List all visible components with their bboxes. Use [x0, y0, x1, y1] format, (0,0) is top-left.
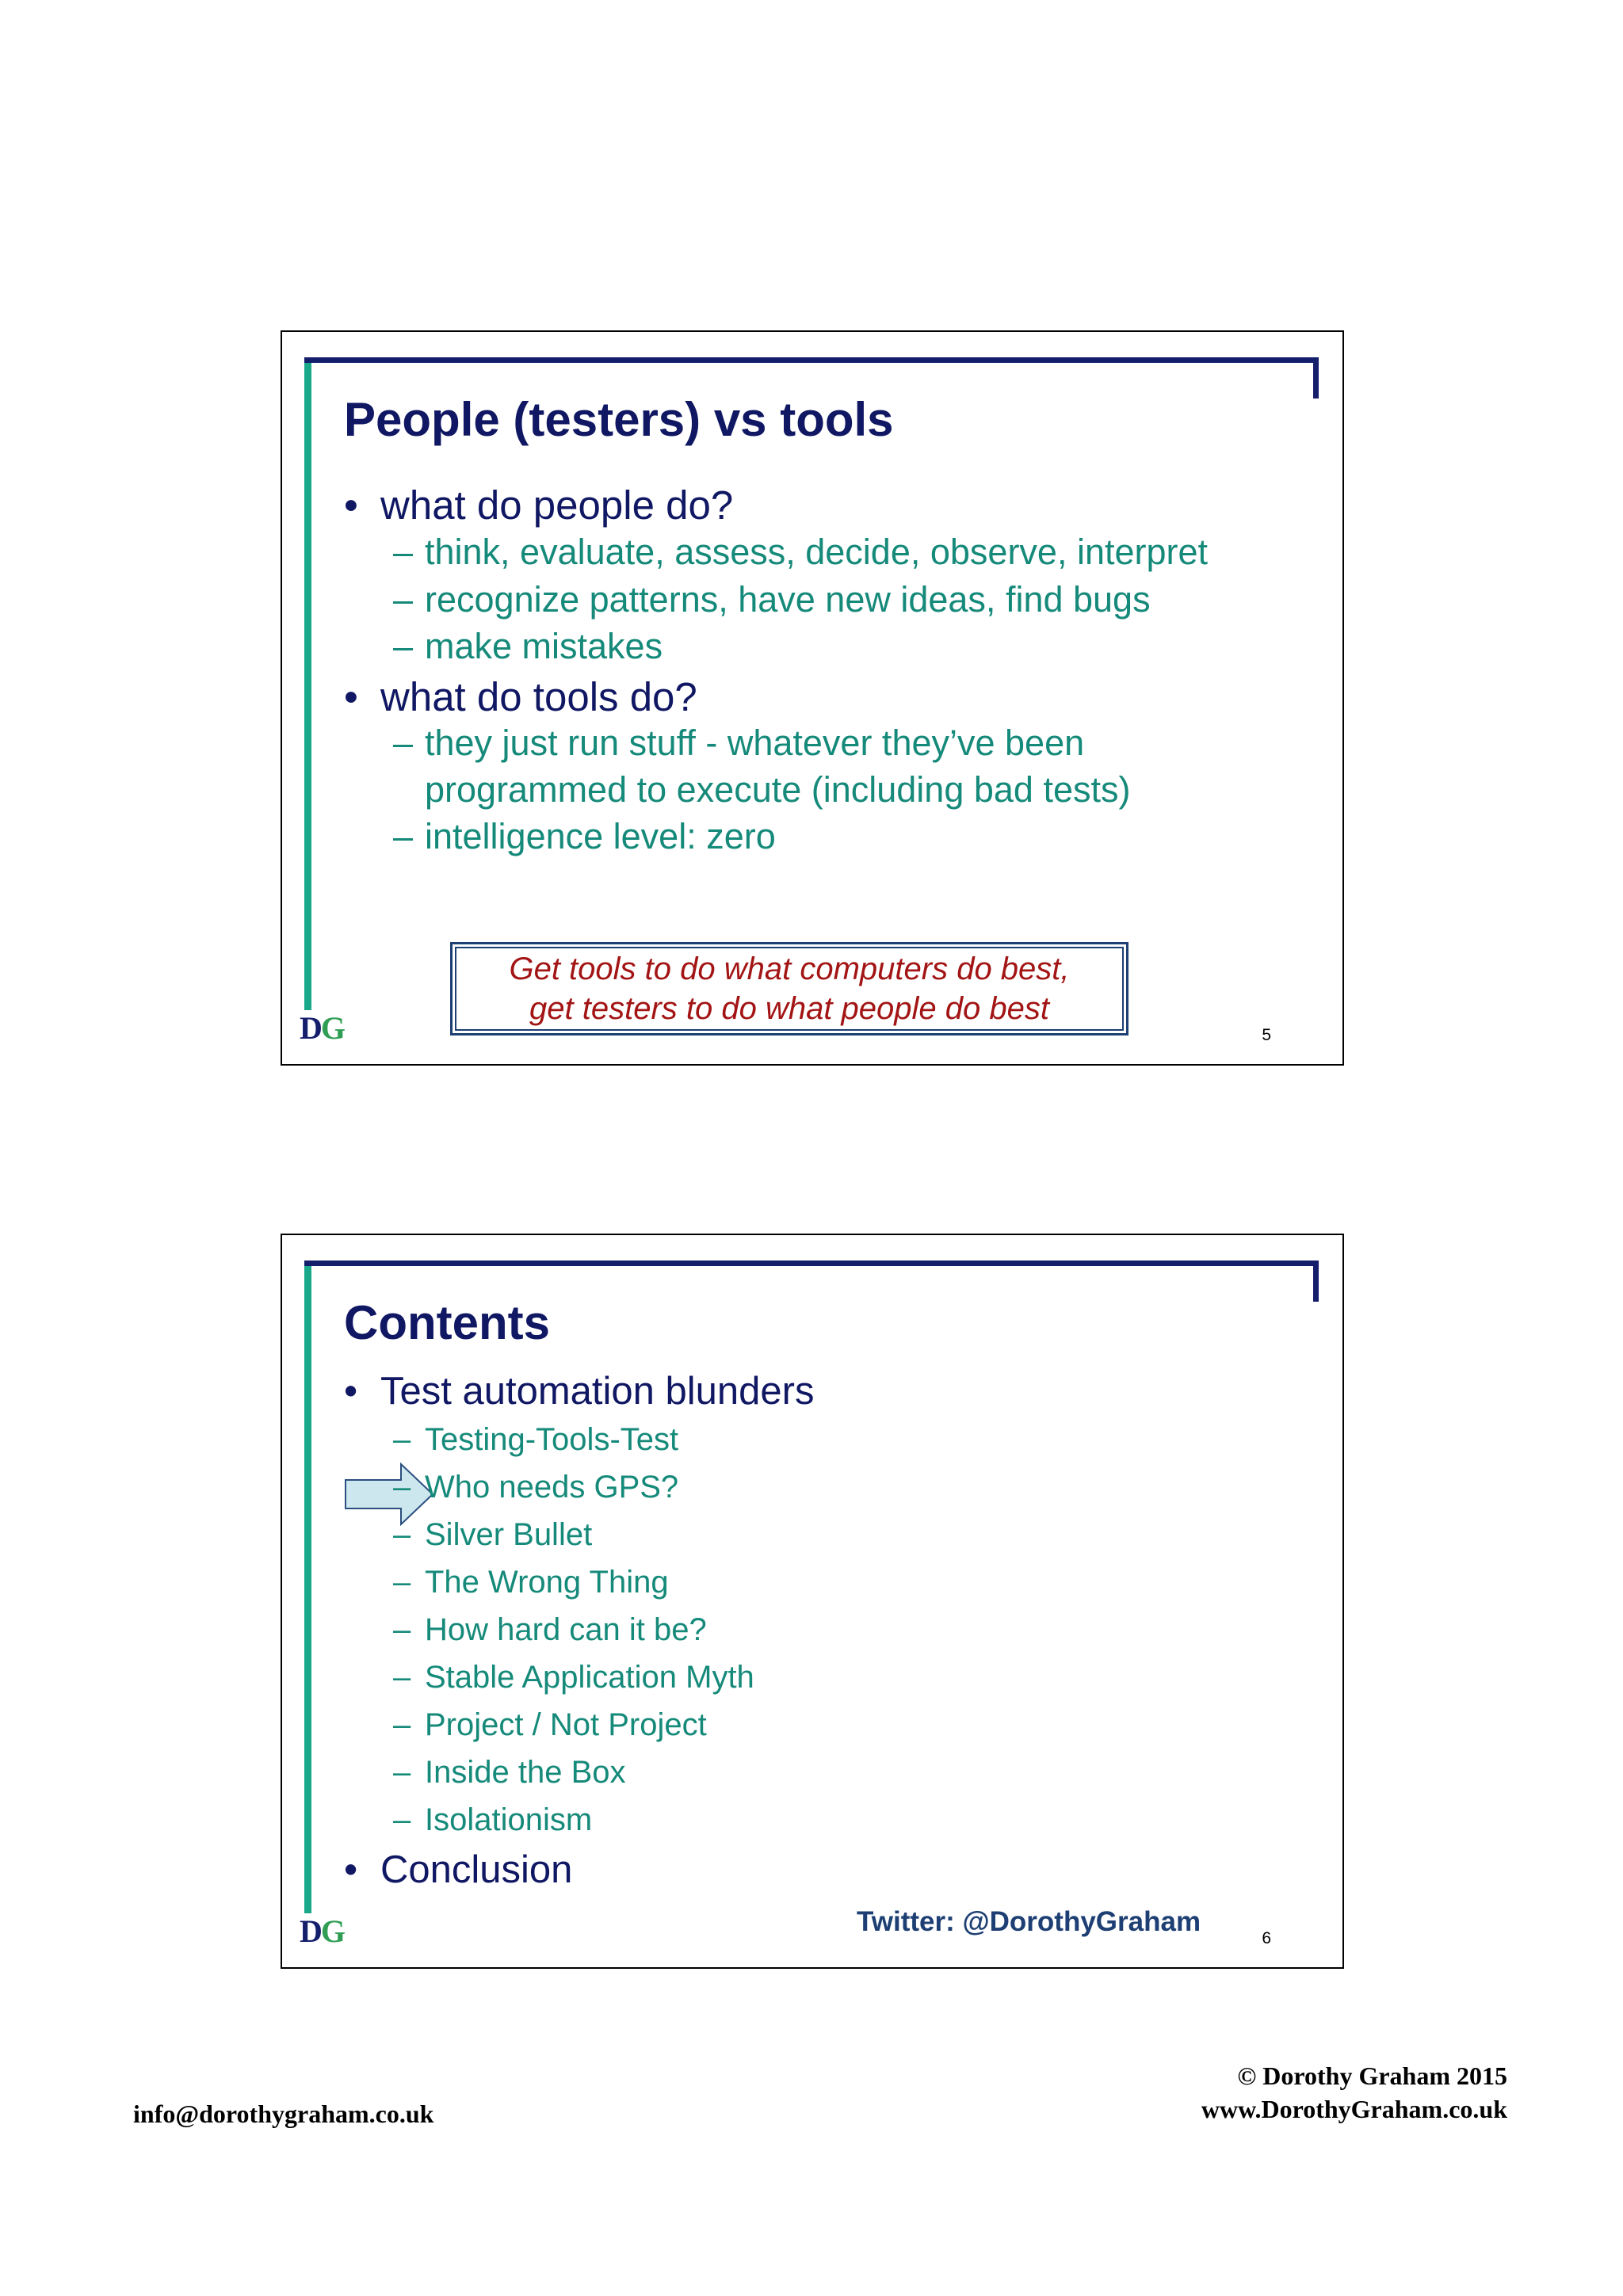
- sub-list-item: [393, 1463, 815, 1511]
- list-item-text: what do tools do?: [380, 674, 697, 720]
- bullet: •: [344, 482, 358, 528]
- page-number: 6: [1262, 1929, 1271, 1947]
- sub-list-item: [393, 1511, 815, 1558]
- accent-bar-corner: [1313, 357, 1319, 399]
- bullet: •: [344, 1370, 358, 1413]
- footer-copyright: © Dorothy Graham 2015: [1237, 2061, 1507, 2090]
- footer-website: www.DorothyGraham.co.uk: [1201, 2094, 1507, 2123]
- dash: –: [393, 625, 414, 666]
- dash: –: [393, 723, 414, 764]
- sub-list-item-text: Isolationism: [425, 1802, 593, 1837]
- logo-letter-d: D: [300, 1913, 321, 1949]
- slide-contents: [281, 1234, 1344, 1969]
- list-item: [344, 1368, 815, 1416]
- dg-logo: [300, 1009, 344, 1047]
- dash: –: [393, 1469, 411, 1505]
- dash: –: [393, 816, 414, 857]
- sub-list-item-text: Project / Not Project: [425, 1707, 707, 1742]
- slide-title: Contents: [344, 1296, 550, 1349]
- dg-logo: [300, 1913, 344, 1950]
- dash: –: [393, 1516, 411, 1552]
- dash: –: [393, 578, 414, 620]
- callout-line: get testers to do what people do best: [529, 991, 1049, 1026]
- sub-list-item-text: Inside the Box: [425, 1754, 626, 1790]
- slide-title: People (testers) vs tools: [344, 393, 894, 446]
- bullet: •: [344, 1848, 358, 1891]
- logo-letter-g: G: [320, 1913, 345, 1949]
- list-item-text: Test automation blunders: [380, 1370, 815, 1413]
- list-item-text: Conclusion: [380, 1848, 573, 1891]
- dash: –: [393, 1611, 411, 1647]
- sub-list-item-text: How hard can it be?: [425, 1611, 707, 1647]
- sub-list-item: [393, 1701, 815, 1749]
- sub-list-item: [393, 1416, 815, 1463]
- dash: –: [393, 1659, 411, 1695]
- twitter-handle: Twitter: @DorothyGraham: [857, 1906, 1201, 1937]
- footer-copyright-block: [1201, 2060, 1507, 2126]
- sub-list-item-text: The Wrong Thing: [425, 1564, 669, 1600]
- callout-line: Get tools to do what computers do best,: [509, 952, 1070, 986]
- logo-letter-d: D: [300, 1010, 321, 1046]
- accent-bar-corner: [1313, 1261, 1319, 1302]
- sub-list-item-text: recognize patterns, have new ideas, find bugs: [425, 578, 1151, 620]
- logo-letter-g: G: [320, 1010, 345, 1046]
- sub-list-item-text: Stable Application Myth: [425, 1659, 754, 1695]
- sub-list-item: [393, 1558, 815, 1606]
- sub-list-item: [393, 720, 1209, 813]
- list-item-text: what do people do?: [380, 482, 734, 528]
- dash: –: [393, 1754, 411, 1790]
- sub-list-item: [393, 1606, 815, 1653]
- bullet-list: [344, 482, 1209, 860]
- dash: –: [393, 532, 414, 573]
- sub-list-item-text: Silver Bullet: [425, 1516, 593, 1552]
- callout-inner: [455, 947, 1124, 1031]
- dash: –: [393, 1564, 411, 1600]
- sub-list-item-text: Who needs GPS?: [425, 1469, 679, 1505]
- dash: –: [393, 1421, 411, 1457]
- sub-list-item: [393, 623, 1209, 669]
- accent-bar-top: [304, 357, 1319, 363]
- footer-email: info@dorothygraham.co.uk: [133, 2100, 434, 2128]
- bullet: •: [344, 674, 358, 720]
- list-item: [344, 674, 1209, 720]
- dash: –: [393, 1802, 411, 1837]
- page-number: 5: [1262, 1026, 1271, 1044]
- list-item: [344, 482, 1209, 528]
- contents-list: [295, 1368, 815, 1894]
- sub-list-item-text: make mistakes: [425, 625, 663, 666]
- sub-list-item-text: intelligence level: zero: [425, 816, 776, 857]
- sub-list-item: [393, 576, 1209, 623]
- sub-list-item: [393, 1796, 815, 1844]
- callout-box: [450, 942, 1128, 1035]
- slide-people-vs-tools: [281, 330, 1344, 1066]
- sub-list-item-text: Testing-Tools-Test: [425, 1421, 679, 1457]
- accent-bar-top: [304, 1261, 1319, 1266]
- accent-bar-vertical: [304, 359, 311, 1010]
- sub-list-item-text: they just run stuff - whatever they’ve been programmed to execute (including bad tests): [425, 723, 1131, 810]
- sub-list-item: [393, 1749, 815, 1796]
- dash: –: [393, 1707, 411, 1742]
- sub-list-item-text: think, evaluate, assess, decide, observe, interpret: [425, 532, 1209, 573]
- list-item: [344, 1847, 815, 1894]
- sub-list-item: [393, 813, 1209, 860]
- sub-list-item: [393, 528, 1209, 575]
- sub-list-item: [393, 1653, 815, 1701]
